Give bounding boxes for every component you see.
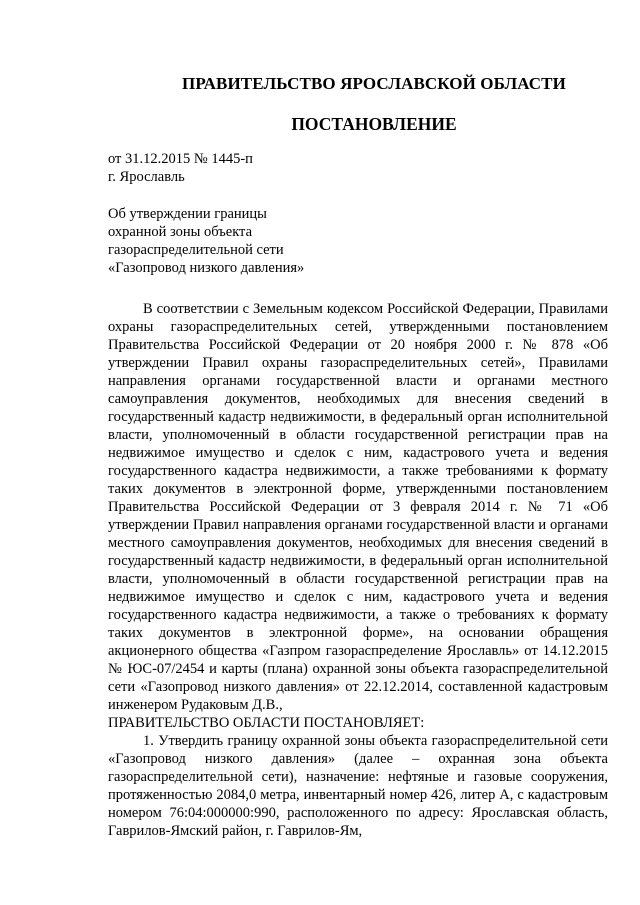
subject-line-3: газораспределительной сети [108, 242, 284, 258]
subject-line-4: «Газопровод низкого давления» [108, 260, 305, 276]
subject-line-2: охранной зоны объекта [108, 224, 253, 240]
document-meta [108, 150, 253, 186]
government-title: ПРАВИТЕЛЬСТВО ЯРОСЛАВСКОЙ ОБЛАСТИ [182, 74, 566, 93]
resolves-heading: ПРАВИТЕЛЬСТВО ОБЛАСТИ ПОСТАНОВЛЯЕТ: [108, 715, 425, 731]
preamble-paragraph: В соответствии с Земельным кодексом Российской Федерации, Правилами охраны газораспределительных сетей, утвержденными постановлением Правительства Российской Федерации от 20 ноября 2000 г. № 878 «Об утверждении Правил охраны газораспределительных сетей», Правилами направления органами государственной власти и органами местного самоуправления документов, необходимых для внесения сведений в государственный кадастр недвижимости, в федеральный орган исполнительной власти, уполномоченный в области государственной регистрации прав на недвижимое имущество и сделок с ним, кадастрового учета и ведения государственного кадастра недвижимости, а также требованиями к формату таких документов в электронной форме, утвержденными постановлением Правительства Российской Федерации от 3 февраля 2014 г. № 71 «Об утверждении Правил направления органами государственной власти и органами местного самоуправления документов, необходимых для внесения сведений в государственный кадастр недвижимости, в федеральный орган исполнительной власти, уполномоченный в области государственной регистрации прав на недвижимое имущество и сделок с ним, кадастрового учета и ведения государственного кадастра недвижимости, а также о требованиях к формату таких документов в электронной форме», на основании обращения акционерного общества «Газпром газораспределение Ярославль» от 14.12.2015 № ЮС-07/2454 и карты (плана) охранной зоны объекта газораспределительной сети «Газопровод низкого давления» от 22.12.2014, составленной кадастровым инженером Рудаковым Д.В., [108, 301, 608, 713]
document-type-title: ПОСТАНОВЛЕНИЕ [291, 114, 457, 134]
date-number: от 31.12.2015 № 1445-п [108, 151, 253, 167]
city: г. Ярославль [108, 169, 185, 185]
item-1-paragraph: 1. Утвердить границу охранной зоны объекта газораспределительной сети «Газопровод низкого давления» (далее – охранная зона объекта газораспределительной сети), назначение: нефтяные и газовые сооружения, протяженностью 2084,0 метра, инвентарный номер 426, литер А, с кадастровым номером 76:04:000000:990, расположенного по адресу: Ярославская область, Гаврилов-Ямский район, г. Гаврилов-Ям, [108, 733, 608, 839]
subject-line-1: Об утверждении границы [108, 206, 267, 222]
document-subject [108, 205, 304, 277]
document-body [108, 300, 608, 840]
